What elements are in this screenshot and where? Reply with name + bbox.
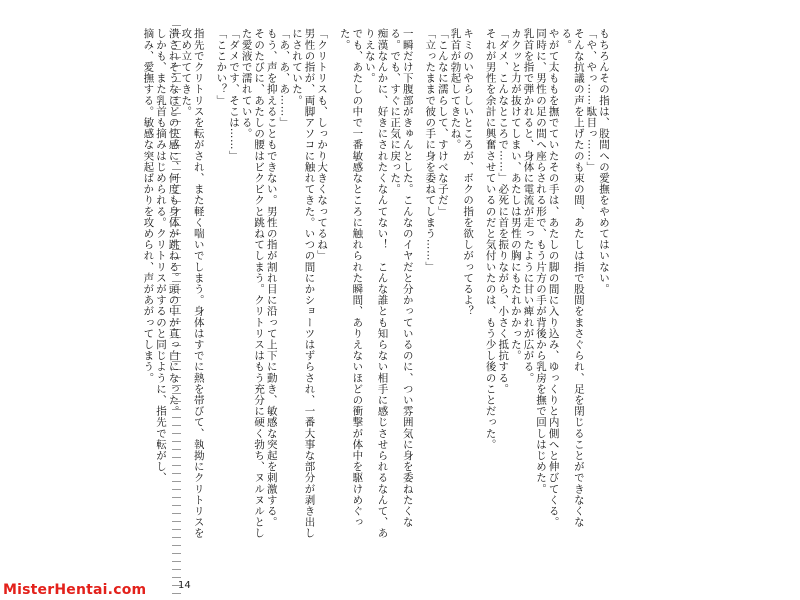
text-line: もう、声を抑えることもできない。男性の指が割れ目に沿って上下に動き、敏感な突起を刺激する。 [265,28,278,528]
text-line: 「立ったままで彼の手に身を委ねてしまう……」 [424,28,437,273]
text-line: 摘み、愛撫する。敏感な突起ばかりを攻められ、声があがってしまう。 [142,28,155,384]
text-line: キミのいやらしいところが、ボクの指を欲しがってるよ？ [462,28,475,317]
text-line: そのたびに、あたしの腰はビクビクと跳ねてしまう。クリトリスはもう充分に硬く勃ち、ヌルヌルとした愛液で濡れている。 [240,28,266,539]
text-line: 乳首が勃起してきたね。 [449,28,462,151]
text-line: 痴漢なんかに、好きにされたくなんてない！ こんな誰とも知らない相手に感じさせられるなんて、ありえない。 [363,28,389,539]
text-line: そんな抗議の声を上げたのも束の間、あたしは指で股間をまさぐられ、足を閉じることができなくなる。 [560,28,585,528]
text-line: 乳首を指で弾かれると、身体に電流が走ったように甘い痺れが広がる。 [522,28,535,384]
text-line: でも、あたしの中で一番敏感なところに触れられた瞬間、ありえないほどの衝撃が体中を駆けめぐった。 [338,28,364,528]
text-line: それが男性を余計に興奮させているのだと気付いたのは、もう少し後のことだった。 [484,28,497,450]
text-line: 「こんなに濡らして、すけべな子だ」 [436,28,449,217]
text-line: 男性の指が、両脚アソコに触れてきた。いつの間にかショーツはずらされ、一番大事な部分が剥き出しにされていた。 [290,28,316,539]
text-line: 「あ、あ、あ……」 [278,28,291,128]
text-line: やがて太ももを撫でていたその手は、あたしの脚の間に入り込み、ゆっくりと内側へと伸びてくる。 [547,28,560,528]
text-line: 指先でクリトリスを転がされ、また軽く喘いでしまう。身体はすでに熱を帯びて、執拗にクリトリスを攻め立ててきた。 [180,28,205,539]
page-number: 14 [178,580,191,591]
site-watermark: MisterHentai.com [3,582,147,598]
vertical-body-text [142,28,610,548]
text-line: 一瞬だけ下腹部がきゅんとした。こんなのイヤだと分かっているのに、つい雰囲気に身を委ねたくなる。でも、すぐに正気に戻った。 [389,28,414,528]
text-line: 潰されそうなほどの快感に、何度も身体が跳ねる。頭の中が真っ白になった。 [167,28,180,417]
text-line: しかも、また乳首も摘みはじめられる。クリトリスがするのと同じように、指先で転がし、 [155,28,167,484]
text-line: 「クリトリスも、しっかり大きくなってるね」 [316,28,329,262]
text-line: 同時に、男性の足の間へ座らされる形で、もう片方の手が背後から乳房を撫で回しはじめた。 [535,28,548,495]
text-line: カクッと力が抜けてしまい、あたしは男性の胸にもたれかかった。 [509,28,522,361]
text-line: 「ダメ、こんなところで……」必死に首を振りながら、小さく抵抗する。 [497,28,510,395]
text-line: 「ダメです、そこは……」 [227,28,240,162]
text-line: 「ここかい？」 [215,28,228,106]
text-line: 「や、やっ……駄目っ……」 [585,28,598,173]
text-line: もちろんその指は、股間への愛撫をやめてはいない。 [598,28,610,295]
